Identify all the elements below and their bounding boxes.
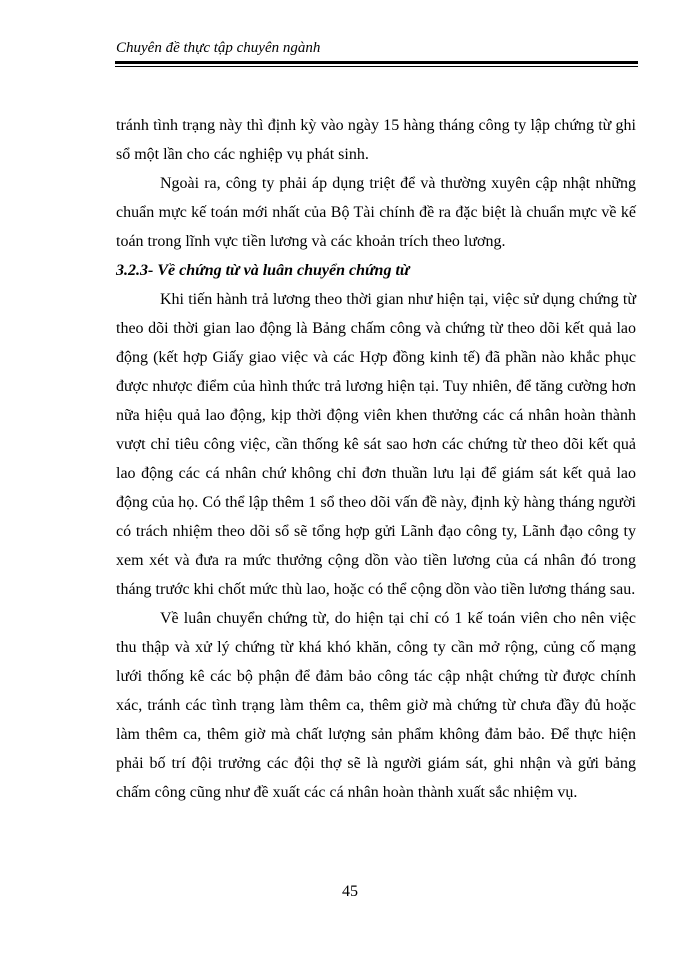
paragraph-documents: Khi tiến hành trả lương theo thời gian như hiện tại, việc sử dụng chứng từ theo dõi thời gian lao động là Bảng chấm công và chứng từ theo dõi kết quả lao động (kết hợp Giấy giao việc và các Hợp đồng kinh tế) đã phần nào khắc phục được nhược điểm của hình thức trả lương hiện tại. Tuy nhiên, để tăng cường hơn nữa hiệu quả lao động, kịp thời động viên khen thưởng các cá nhân hoàn thành vượt chỉ tiêu công việc, cần thống kê sát sao hơn các chứng từ theo dõi kết quả lao động các cá nhân chứ không chỉ đơn thuần lưu lại để giám sát kết quả lao động của họ. Có thể lập thêm 1 sổ theo dõi vấn đề này, định kỳ hàng tháng người có trách nhiệm theo dõi sổ sẽ tổng hợp gửi Lãnh đạo công ty, Lãnh đạo công ty xem xét và đưa ra mức thưởng cộng dồn vào tiền lương của cá nhân đó trong tháng trước khi chốt mức thù lao, hoặc có thể cộng dồn vào tiền lương tháng sau.: [116, 291, 636, 598]
header-rule-thick: [115, 61, 638, 64]
section-heading: 3.2.3- Về chứng từ và luân chuyển chứng từ: [116, 262, 410, 279]
paragraph-accounting-standards: Ngoài ra, công ty phải áp dụng triệt để và thường xuyên cập nhật những chuẩn mực kế toán mới nhất của Bộ Tài chính đề ra đặc biệt là chuẩn mực về kế toán trong lĩnh vực tiền lương và các khoản trích theo lương.: [116, 175, 636, 250]
document-body: [116, 111, 636, 807]
paragraph-continuation: tránh tình trạng này thì định kỳ vào ngày 15 hàng tháng công ty lập chứng từ ghi sổ một lần cho các nghiệp vụ phát sinh.: [116, 117, 636, 163]
running-header: Chuyên đề thực tập chuyên ngành: [116, 40, 321, 56]
paragraph-document-circulation: Về luân chuyển chứng từ, do hiện tại chỉ có 1 kế toán viên cho nên việc thu thập và xử lý chứng từ khá khó khăn, công ty cần mở rộng, củng cố mạng lưới thống kê các bộ phận để đảm bảo công tác cập nhật chứng từ được chính xác, tránh các tình trạng làm thêm ca, thêm giờ mà chứng từ chưa đầy đủ hoặc làm thêm ca, thêm giờ mà chất lượng sản phẩm không đảm bảo. Để thực hiện phải bố trí đội trưởng các đội thợ sẽ là người giám sát, ghi nhận và gửi bảng chấm công cũng như đề xuất các cá nhân hoàn thành xuất sắc nhiệm vụ.: [116, 610, 636, 801]
page-number: 45: [342, 883, 358, 900]
header-rule-thin: [115, 66, 638, 67]
